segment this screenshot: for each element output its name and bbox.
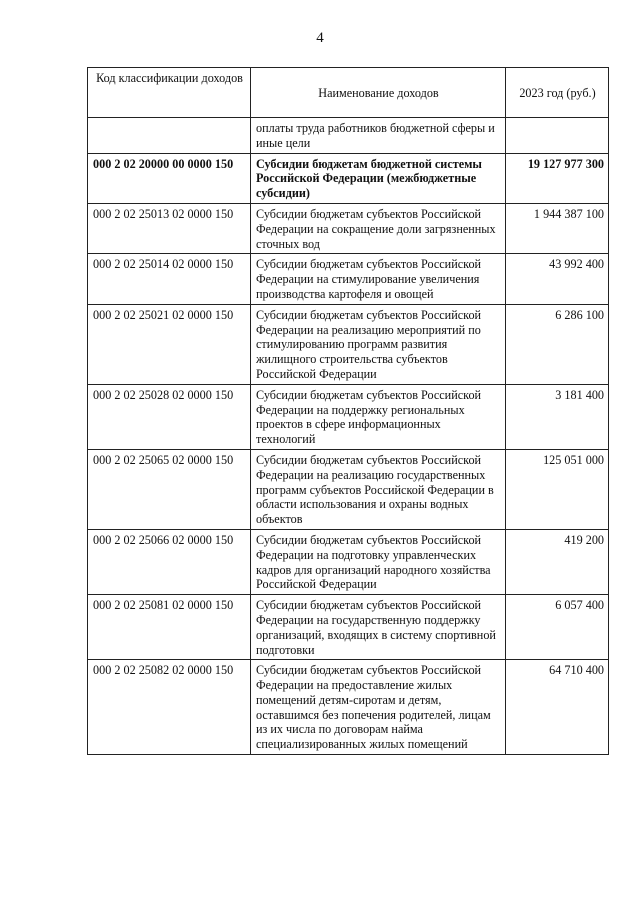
table-row xyxy=(88,118,609,154)
table-body xyxy=(88,118,609,755)
table-row xyxy=(88,595,609,660)
row-amount: 43 992 400 xyxy=(506,254,609,304)
table-row xyxy=(88,153,609,203)
row-code: 000 2 02 25081 02 0000 150 xyxy=(88,595,251,660)
table-header-row xyxy=(88,68,609,118)
table-row xyxy=(88,203,609,253)
row-name: Субсидии бюджетам бюджетной системы Российской Федерации (межбюджетные субсидии) xyxy=(251,153,506,203)
revenue-table xyxy=(87,67,609,755)
row-code: 000 2 02 25014 02 0000 150 xyxy=(88,254,251,304)
row-amount xyxy=(506,118,609,154)
row-code: 000 2 02 25028 02 0000 150 xyxy=(88,384,251,449)
row-amount: 3 181 400 xyxy=(506,384,609,449)
row-name: Субсидии бюджетам субъектов Российской Федерации на подготовку управленческих кадров для организаций народного хозяйства Российской Федерации xyxy=(251,529,506,594)
page-number: 4 xyxy=(316,30,324,46)
row-amount: 6 286 100 xyxy=(506,304,609,384)
row-name: оплаты труда работников бюджетной сферы и иные цели xyxy=(251,118,506,154)
header-name: Наименование доходов xyxy=(251,68,506,118)
row-amount: 1 944 387 100 xyxy=(506,203,609,253)
row-name: Субсидии бюджетам субъектов Российской Федерации на реализацию государственных программ субъектов Российской Федерации в области использования и охраны водных объектов xyxy=(251,449,506,529)
row-name: Субсидии бюджетам субъектов Российской Федерации на реализацию мероприятий по стимулированию программ развития жилищного строительства субъектов Российской Федерации xyxy=(251,304,506,384)
row-code xyxy=(88,118,251,154)
row-name: Субсидии бюджетам субъектов Российской Федерации на стимулирование увеличения производства картофеля и овощей xyxy=(251,254,506,304)
row-amount: 419 200 xyxy=(506,529,609,594)
row-code: 000 2 02 25065 02 0000 150 xyxy=(88,449,251,529)
table-row xyxy=(88,254,609,304)
table-row xyxy=(88,304,609,384)
table-row xyxy=(88,529,609,594)
header-code: Код классификации доходов xyxy=(88,68,251,118)
row-name: Субсидии бюджетам субъектов Российской Федерации на поддержку региональных проектов в сфере информационных технологий xyxy=(251,384,506,449)
row-code: 000 2 02 25066 02 0000 150 xyxy=(88,529,251,594)
row-name: Субсидии бюджетам субъектов Российской Федерации на сокращение доли загрязненных сточных вод xyxy=(251,203,506,253)
row-amount: 64 710 400 xyxy=(506,660,609,755)
row-name: Субсидии бюджетам субъектов Российской Федерации на государственную поддержку организаций, входящих в систему спортивной подготовки xyxy=(251,595,506,660)
table-row xyxy=(88,449,609,529)
table-row xyxy=(88,660,609,755)
header-amount: 2023 год (руб.) xyxy=(506,68,609,118)
row-code: 000 2 02 20000 00 0000 150 xyxy=(88,153,251,203)
row-amount: 125 051 000 xyxy=(506,449,609,529)
row-code: 000 2 02 25013 02 0000 150 xyxy=(88,203,251,253)
row-code: 000 2 02 25021 02 0000 150 xyxy=(88,304,251,384)
row-code: 000 2 02 25082 02 0000 150 xyxy=(88,660,251,755)
row-amount: 19 127 977 300 xyxy=(506,153,609,203)
row-name: Субсидии бюджетам субъектов Российской Федерации на предоставление жилых помещений детям-сиротам и детям, оставшимся без попечения родителей, лицам из их числа по договорам найма специализированных жилых помещений xyxy=(251,660,506,755)
row-amount: 6 057 400 xyxy=(506,595,609,660)
table-row xyxy=(88,384,609,449)
